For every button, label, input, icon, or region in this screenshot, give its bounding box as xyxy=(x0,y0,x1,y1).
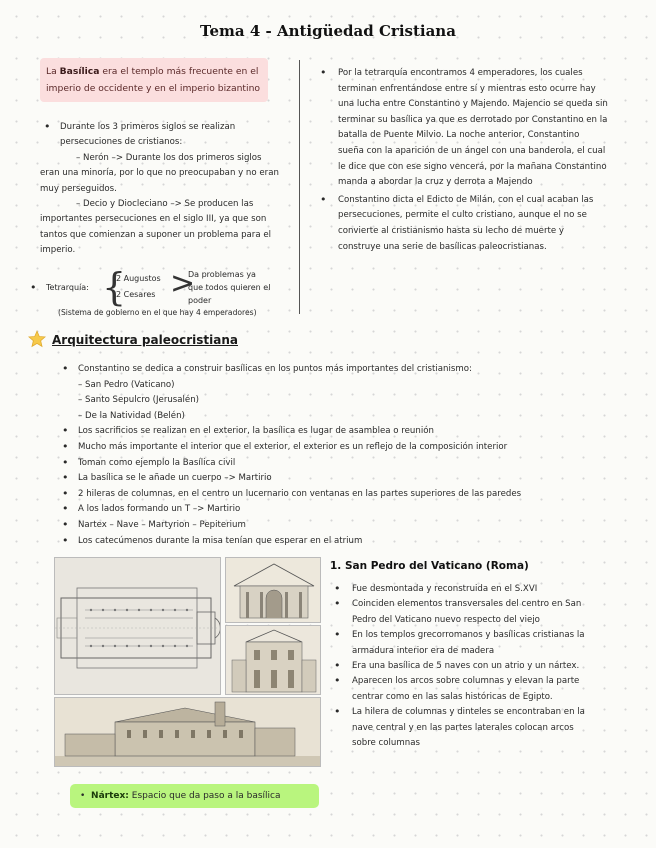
basilica-highlight-box xyxy=(40,58,268,102)
basilica-interior-image xyxy=(225,557,321,623)
star-icon xyxy=(28,330,46,348)
highlight-bold-term: Basílica xyxy=(59,66,100,77)
list-sub-item: – Santo Sepulcro (Jerusalén) xyxy=(78,395,200,406)
augustos-label: 2 Augustos xyxy=(116,274,161,283)
chevron-right-icon: > xyxy=(170,266,196,301)
san-pedro-list xyxy=(330,582,600,751)
column-divider xyxy=(299,60,300,314)
right-column xyxy=(318,66,608,257)
list-item: • Fue desmontada y reconstruida en el S.XVI xyxy=(330,582,600,597)
list-item: • Mucho más importante el interior que el exterior, el exterior es un reflejo de la composición interior xyxy=(60,440,620,456)
bullet-dot: • xyxy=(30,281,37,294)
tetrarquia-bullet: • Por la tetrarquía encontramos 4 emperadores, los cuales terminan enfrentándose entre sí y mientras esto ocurre hay una lucha entre Constantino y Majendo. Majencio se queda sin terminar su basílica ya que es derrotado por Constantino en la batalla de Puente Milvio. La noche anterior, Constantino sueña con la aparición de un ángel con una banderola, el cual le dice que con ese signo vencerá, por la mañana Constantino manda a abordar la cruz y derrota a Majendo xyxy=(318,66,608,191)
bullet-dot: • xyxy=(80,791,92,801)
architecture-list xyxy=(60,362,620,549)
list-item: • Los catecúmenos durante la misa tenían que esperar en el atrium xyxy=(60,534,620,550)
tetrarquia-label: Tetrarquía: xyxy=(46,283,89,292)
narthex-term: Nártex: xyxy=(91,791,129,801)
list-item: • La basílica se le añade un cuerpo –> Martirio xyxy=(60,471,620,487)
list-item: • Toman como ejemplo la Basílica civil xyxy=(60,456,620,472)
list-item: • A los lados formando un T –> Martirio xyxy=(60,502,620,518)
tetrarquia-description: Da problemas ya que todos quieren el poder xyxy=(188,270,271,305)
list-sub-item: – De la Natividad (Belén) xyxy=(78,410,185,421)
narthex-highlight xyxy=(70,784,319,808)
neron-item: – Nerón –> Durante los dos primeros siglos eran una minoría, por lo que no preocupaban y no eran muy perseguidos. xyxy=(40,152,279,194)
highlight-prefix: La xyxy=(46,66,60,77)
basilica-floor-plan-image xyxy=(54,557,221,695)
list-item: • La hilera de columnas y dinteles se encontraban en la nave central y en las partes laterales colocan arcos sobre columnas xyxy=(330,705,600,751)
list-item: • Constantino se dedica a construir basílicas en los puntos más importantes del cristianismo: xyxy=(60,362,620,378)
san-pedro-heading: 1. San Pedro del Vaticano (Roma) xyxy=(330,560,529,572)
list-sub-item: – San Pedro (Vaticano) xyxy=(78,379,175,390)
list-item: • Aparecen los arcos sobre columnas y elevan la parte centrar como en las salas históricas de Egipto. xyxy=(330,674,600,705)
list-item: • Nartex – Nave – Martyrion – Pepiterium xyxy=(60,518,620,534)
narthex-definition: Espacio que da paso a la basílica xyxy=(128,791,281,801)
list-item: • Los sacrificios se realizan en el exterior, la basílica es lugar de asamblea o reunión xyxy=(60,424,620,440)
list-item: • Coinciden elementos transversales del centro en San Pedro del Vaticano nuevo respecto del viejo xyxy=(330,597,600,628)
basilica-exterior-image xyxy=(54,697,321,767)
basilica-facade-image xyxy=(225,625,321,695)
brace-icon: { xyxy=(102,265,127,309)
decio-item: – Decio y Diocleciano –> Se producen las importantes persecuciones en el siglo III, ya que son tantos que comienzan a suponer un problema para el imperio. xyxy=(40,199,272,256)
list-item: • Era una basílica de 5 naves con un atrio y un nártex. xyxy=(330,659,600,674)
page-title: Tema 4 - Antigüedad Cristiana xyxy=(200,22,456,40)
cesares-label: 2 Cesares xyxy=(116,290,156,299)
tetrarquia-note: (Sistema de gobierno en el que hay 4 emperadores) xyxy=(58,308,257,317)
highlight-text: era el templo más frecuente en el imperio de occidente y en el imperio bizantino xyxy=(46,66,261,94)
edicto-milan-bullet: • Constantino dicta el Edicto de Milán, con el cual acaban las persecuciones, permite el culto cristiano, aunque el no se convierte al cristianismo hasta su lecho de muerte y construye una serie de basílicas paleocristianas. xyxy=(318,193,608,255)
persecutions-bullet: • Durante los 3 primeros siglos se realizan persecuciones de cristianos: xyxy=(40,120,280,151)
left-column xyxy=(40,120,280,259)
section-title: Arquitectura paleocristiana xyxy=(52,333,238,347)
list-item: • En los templos grecorromanos y basílicas cristianas la armadura interior era de madera xyxy=(330,628,600,659)
list-item: • 2 hileras de columnas, en el centro un lucernario con ventanas en las partes superiores de las paredes xyxy=(60,487,620,503)
